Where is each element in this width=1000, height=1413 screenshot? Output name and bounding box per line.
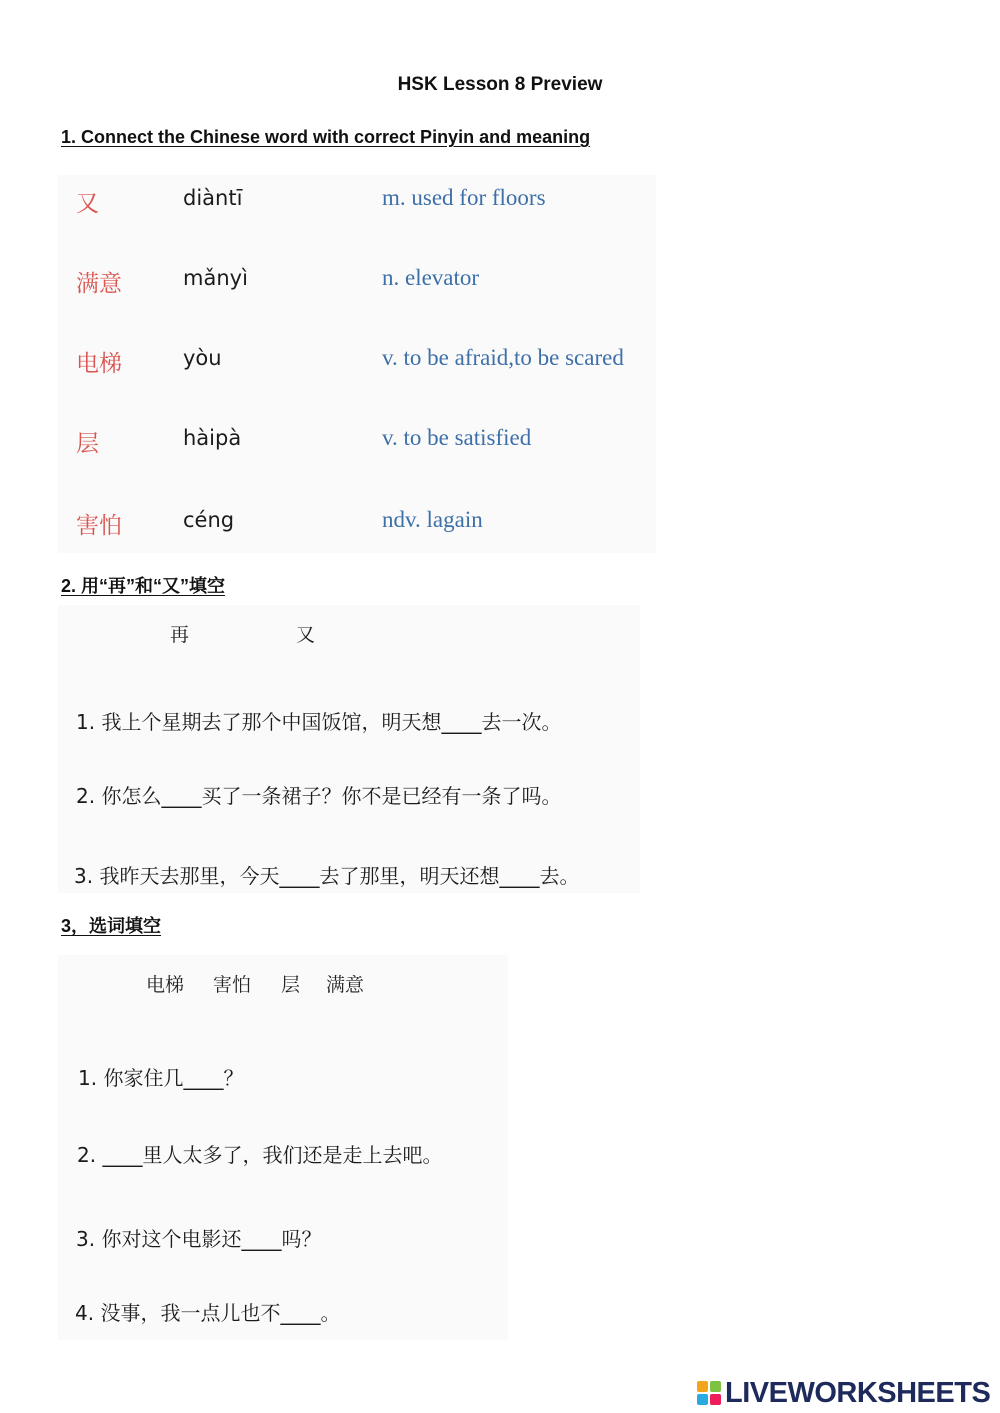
word-bank-item: 害怕 <box>213 974 252 996</box>
section-3-heading: 3，选词填空 <box>61 916 162 936</box>
word-bank-item: 电梯 <box>146 974 185 996</box>
word-bank-item: 再 <box>170 624 190 646</box>
sentence-2-3[interactable]: 3. 我昨天去那里，今天____去了那里，明天还想____去。 <box>74 864 580 888</box>
sentence-3-4[interactable]: 4. 没事，我一点儿也不____。 <box>75 1301 341 1325</box>
chinese-word-4[interactable]: 层 <box>76 431 99 457</box>
page-title: HSK Lesson 8 Preview <box>397 74 603 95</box>
sentence-3-2[interactable]: 2. ____里人太多了，我们还是走上去吧。 <box>77 1143 443 1167</box>
sentence-2-1[interactable]: 1. 我上个星期去了那个中国饭馆，明天想____去一次。 <box>76 710 562 734</box>
fill-blank-panel-1 <box>58 605 640 893</box>
meaning-3[interactable]: v. to be afraid,to be scared <box>382 345 624 370</box>
section-1-heading: 1. Connect the Chinese word with correct Pinyin and meaning <box>61 127 591 147</box>
word-bank-item: 满意 <box>326 974 365 996</box>
chinese-word-1[interactable]: 又 <box>76 191 99 217</box>
pinyin-3[interactable]: yòu <box>183 346 222 370</box>
word-bank-item: 又 <box>296 624 316 646</box>
pinyin-4[interactable]: hàipà <box>183 426 242 450</box>
logo-text: LIVEWORKSHEETS <box>725 1376 991 1409</box>
chinese-word-2[interactable]: 满意 <box>76 271 122 297</box>
meaning-1[interactable]: m. used for floors <box>382 185 546 210</box>
meaning-2[interactable]: n. elevator <box>382 265 480 290</box>
word-bank-item: 层 <box>281 974 301 996</box>
pinyin-5[interactable]: céng <box>183 508 235 532</box>
chinese-word-5[interactable]: 害怕 <box>76 513 122 539</box>
section-2-heading: 2. 用“再”和“又”填空 <box>61 576 226 596</box>
meaning-5[interactable]: ndv. lagain <box>382 507 483 532</box>
sentence-3-1[interactable]: 1. 你家住几____？ <box>78 1066 244 1090</box>
chinese-word-3[interactable]: 电梯 <box>76 351 122 377</box>
meaning-4[interactable]: v. to be satisfied <box>382 425 532 450</box>
pinyin-1[interactable]: diàntī <box>183 186 243 210</box>
sentence-2-2[interactable]: 2. 你怎么____买了一条裙子？你不是已经有一条了吗。 <box>76 784 562 808</box>
sentence-3-3[interactable]: 3. 你对这个电影还____吗？ <box>76 1227 322 1251</box>
pinyin-2[interactable]: mǎnyì <box>183 266 248 290</box>
logo-mark-icon <box>697 1381 721 1405</box>
liveworksheets-logo <box>697 1378 990 1408</box>
